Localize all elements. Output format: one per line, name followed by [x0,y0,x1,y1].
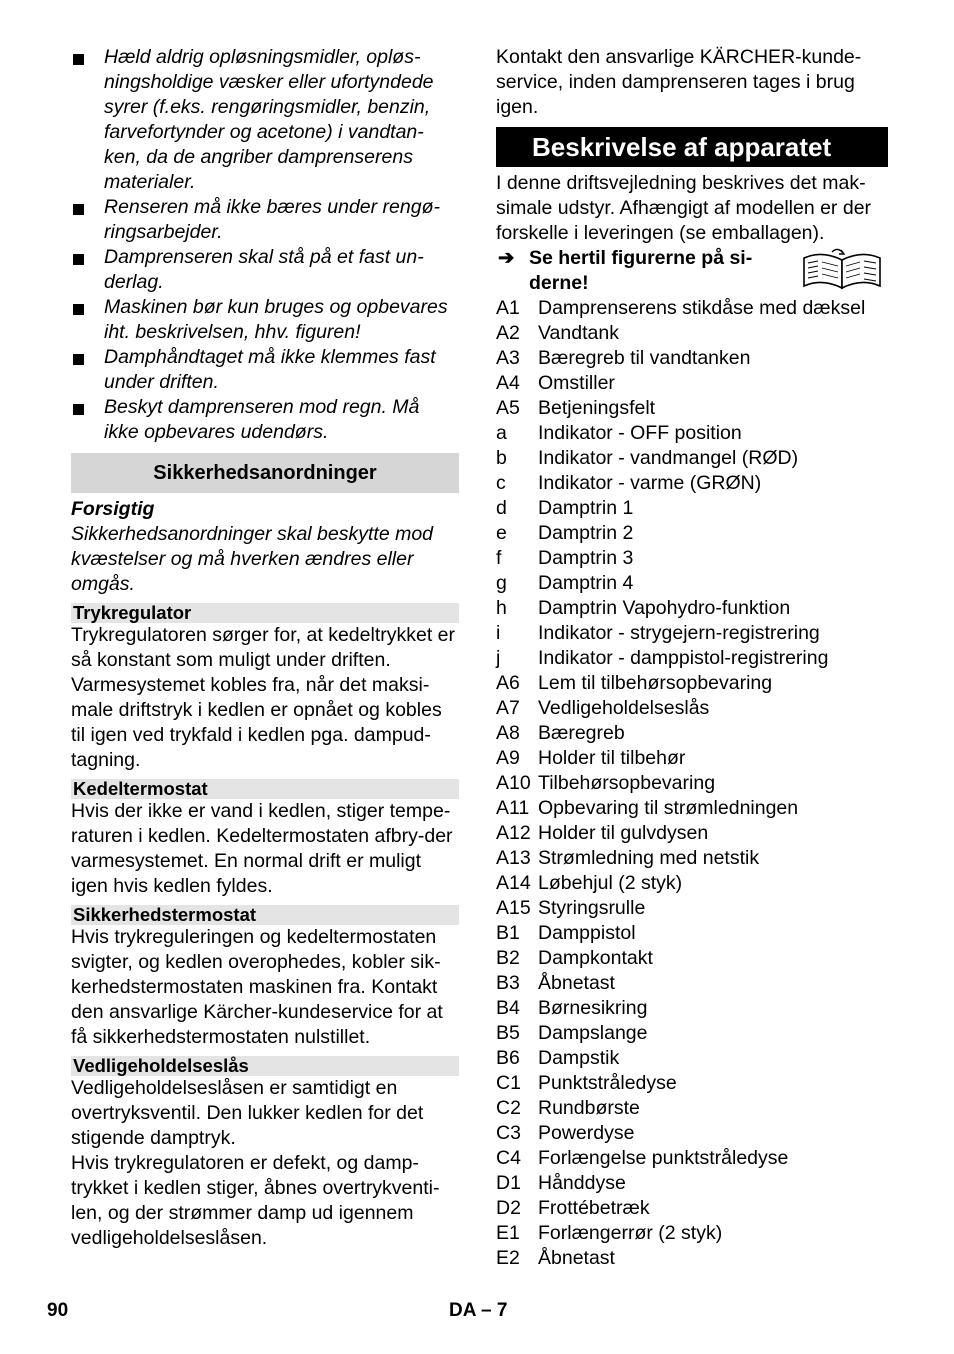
part-description: Opbevaring til strømledningen [538,797,799,819]
part-code: g [496,572,507,594]
part-code: B5 [496,1022,520,1044]
subheading-maintenance-lock: Vedligeholdelseslås [71,1056,459,1076]
square-bullet-icon [73,204,84,215]
part-code: A11 [496,797,530,819]
part-item [496,871,888,896]
part-item [496,846,888,871]
part-code: A9 [496,747,520,769]
square-bullet-icon [73,404,84,415]
part-item [496,921,888,946]
part-code: D1 [496,1172,521,1194]
part-code: i [496,622,501,644]
part-description: Holder til tilbehør [538,747,686,769]
part-description: Forlængelse punktstråledyse [538,1147,789,1169]
bullet-item: Hæld aldrig opløsningsmidler, opløs-ningsholdige væsker eller ufortyndede syrer (f.eks. rengøringsmidler, benzin, farvefortynder og acetone) i vandtan-ken, da de angriber damprenserens materialer. [71,45,459,195]
part-description: Vandtank [538,322,619,344]
part-item [496,1146,888,1171]
part-item [496,971,888,996]
part-item [496,496,888,521]
part-description: Dampstik [538,1047,620,1069]
part-item [496,346,888,371]
part-description: Omstiller [538,372,615,394]
part-description: Damppistol [538,922,636,944]
parts-list [496,296,888,1271]
part-code: E2 [496,1247,520,1269]
part-code: e [496,522,507,544]
subheading-safety-thermostat: Sikkerhedstermostat [71,905,459,925]
part-item [496,296,888,321]
warning-text: Sikkerhedsanordninger skal beskytte mod kvæstelser og må hverken ændres eller omgås. [71,523,434,595]
part-description: Vedligeholdelseslås [538,697,710,719]
part-description: Styringsrulle [538,897,646,919]
part-code: A1 [496,297,520,319]
part-description: Bæregreb [538,722,625,744]
part-code: A12 [496,822,531,844]
part-item [496,396,888,421]
warning-title: Forsigtig [71,498,155,520]
part-code: A4 [496,372,520,394]
part-code: d [496,497,507,519]
part-code: A15 [496,897,531,919]
part-code: A2 [496,322,520,344]
part-code: A5 [496,397,520,419]
left-column [71,45,459,1251]
part-description: Indikator - vandmangel (RØD) [538,447,799,469]
part-code: C4 [496,1147,521,1169]
part-description: Damptrin 2 [538,522,634,544]
part-item [496,1171,888,1196]
bullet-item: Damphåndtaget må ikke klemmes fast under driften. [71,345,459,395]
section-heading-safety-devices: Sikkerhedsanordninger [71,453,459,493]
see-figures-note [496,246,888,296]
part-code: E1 [496,1222,520,1244]
part-description: Indikator - damppistol-registrering [538,647,829,669]
see-figures-text: Se hertil figurerne på si-derne! [529,247,753,294]
part-item [496,1196,888,1221]
part-item [496,321,888,346]
part-item [496,596,888,621]
part-item [496,471,888,496]
part-item [496,1046,888,1071]
part-description: Strømledning med netstik [538,847,760,869]
part-code: a [496,422,507,444]
part-item [496,771,888,796]
part-description: Dampslange [538,1022,648,1044]
part-description: Damptrin 1 [538,497,634,519]
subheading-pressure-regulator: Trykregulator [71,603,459,623]
part-code: h [496,597,507,619]
part-code: B4 [496,997,520,1019]
part-description: Damptrin Vapohydro-funktion [538,597,791,619]
paragraph: Vedligeholdelseslåsen er samtidigt en overtryksventil. Den lukker kedlen for det stigende damptryk. [71,1077,424,1149]
part-code: A14 [496,872,531,894]
bullet-item: Renseren må ikke bæres under rengø-ringsarbejder. [71,195,459,245]
part-code: b [496,447,507,469]
part-code: A8 [496,722,520,744]
part-description: Åbnetast [538,972,615,994]
part-code: A3 [496,347,520,369]
part-code: B3 [496,972,520,994]
part-item [496,721,888,746]
part-code: A6 [496,672,520,694]
part-code: B2 [496,947,520,969]
part-description: Punktstråledyse [538,1072,677,1094]
part-item [496,996,888,1021]
part-item [496,646,888,671]
part-code: C3 [496,1122,521,1144]
part-item [496,371,888,396]
part-item [496,1071,888,1096]
square-bullet-icon [73,54,84,65]
part-code: A10 [496,772,531,794]
part-code: A7 [496,697,520,719]
page-code: DA – 7 [449,1300,508,1321]
part-description: Damptrin 3 [538,547,634,569]
bullet-item: Beskyt damprenseren mod regn. Må ikke opbevares udendørs. [71,395,459,445]
part-code: B6 [496,1047,520,1069]
square-bullet-icon [73,254,84,265]
part-item [496,1096,888,1121]
part-item [496,571,888,596]
part-description: Indikator - strygejern-registrering [538,622,820,644]
part-description: Børnesikring [538,997,648,1019]
part-item [496,821,888,846]
part-code: f [496,547,502,569]
part-item [496,946,888,971]
part-item [496,1221,888,1246]
safety-bullet-list [71,45,459,445]
part-code: c [496,472,506,494]
subheading-boiler-thermostat: Kedeltermostat [71,779,459,799]
part-code: B1 [496,922,520,944]
part-code: A13 [496,847,531,869]
part-description: Åbnetast [538,1247,615,1269]
part-item [496,796,888,821]
part-item [496,696,888,721]
part-item [496,546,888,571]
part-description: Tilbehørsopbevaring [538,772,716,794]
description-paragraph: I denne driftsvejledning beskrives det mak-simale udstyr. Afhængigt af modellen er der forskelle i leveringen (se emballagen). [496,172,872,244]
square-bullet-icon [73,354,84,365]
part-item [496,896,888,921]
page-number: 90 [47,1300,69,1321]
part-description: Indikator - varme (GRØN) [538,472,762,494]
paragraph: Hvis trykregulatoren er defekt, og damp-trykket i kedlen stiger, åbnes overtrykventi-len, og der strømmer damp ud igennem vedligeholdelseslåsen. [71,1152,440,1249]
main-heading-device-description: Beskrivelse af apparatet [496,127,888,167]
arrow-right-icon: ➔ [498,247,515,269]
part-code: C2 [496,1097,521,1119]
part-item [496,521,888,546]
part-item [496,1121,888,1146]
part-description: Betjeningsfelt [538,397,656,419]
bullet-item: Maskinen bør kun bruges og opbevares iht. beskrivelsen, hhv. figuren! [71,295,459,345]
part-description: Holder til gulvdysen [538,822,709,844]
part-description: Forlængerrør (2 styk) [538,1222,723,1244]
part-description: Løbehjul (2 styk) [538,872,683,894]
part-description: Frottébetræk [538,1197,650,1219]
part-description: Rundbørste [538,1097,640,1119]
square-bullet-icon [73,304,84,315]
part-description: Damptrin 4 [538,572,634,594]
open-book-icon [802,244,882,292]
part-code: C1 [496,1072,521,1094]
paragraph: Hvis der ikke er vand i kedlen, stiger tempe-raturen i kedlen. Kedeltermostaten afbry-der varmesystemet. En normal drift er muligt igen hvis kedlen fyldes. [71,800,453,897]
part-description: Bæregreb til vandtanken [538,347,751,369]
part-code: D2 [496,1197,521,1219]
part-description: Lem til tilbehørsopbevaring [538,672,773,694]
part-item [496,1021,888,1046]
part-item [496,746,888,771]
part-item [496,621,888,646]
part-item [496,671,888,696]
paragraph: Trykregulatoren sørger for, at kedeltrykket er så konstant som muligt under driften. Varmesystemet kobles fra, når det maksi-male driftstryk i kedlen er opnået og kobles til igen ved trykfald i kedlen pga. dampud-tagning. [71,624,456,771]
part-description: Indikator - OFF position [538,422,742,444]
part-item [496,1246,888,1271]
intro-paragraph: Kontakt den ansvarlige KÄRCHER-kunde-service, inden damprenseren tages i brug igen. [496,46,862,118]
right-column [496,45,888,1271]
part-item [496,446,888,471]
bullet-item: Damprenseren skal stå på et fast un-derlag. [71,245,459,295]
part-item [496,421,888,446]
part-description: Hånddyse [538,1172,626,1194]
paragraph: Hvis trykreguleringen og kedeltermostaten svigter, og kedlen overophedes, kobler sik-kerhedstermostaten maskinen fra. Kontakt den ansvarlige Kärcher-kundeservice for at få sikkerhedstermostaten nulstillet. [71,926,443,1048]
part-description: Damprenserens stikdåse med dæksel [538,297,866,319]
part-description: Dampkontakt [538,947,653,969]
part-description: Powerdyse [538,1122,635,1144]
part-code: j [496,647,501,669]
